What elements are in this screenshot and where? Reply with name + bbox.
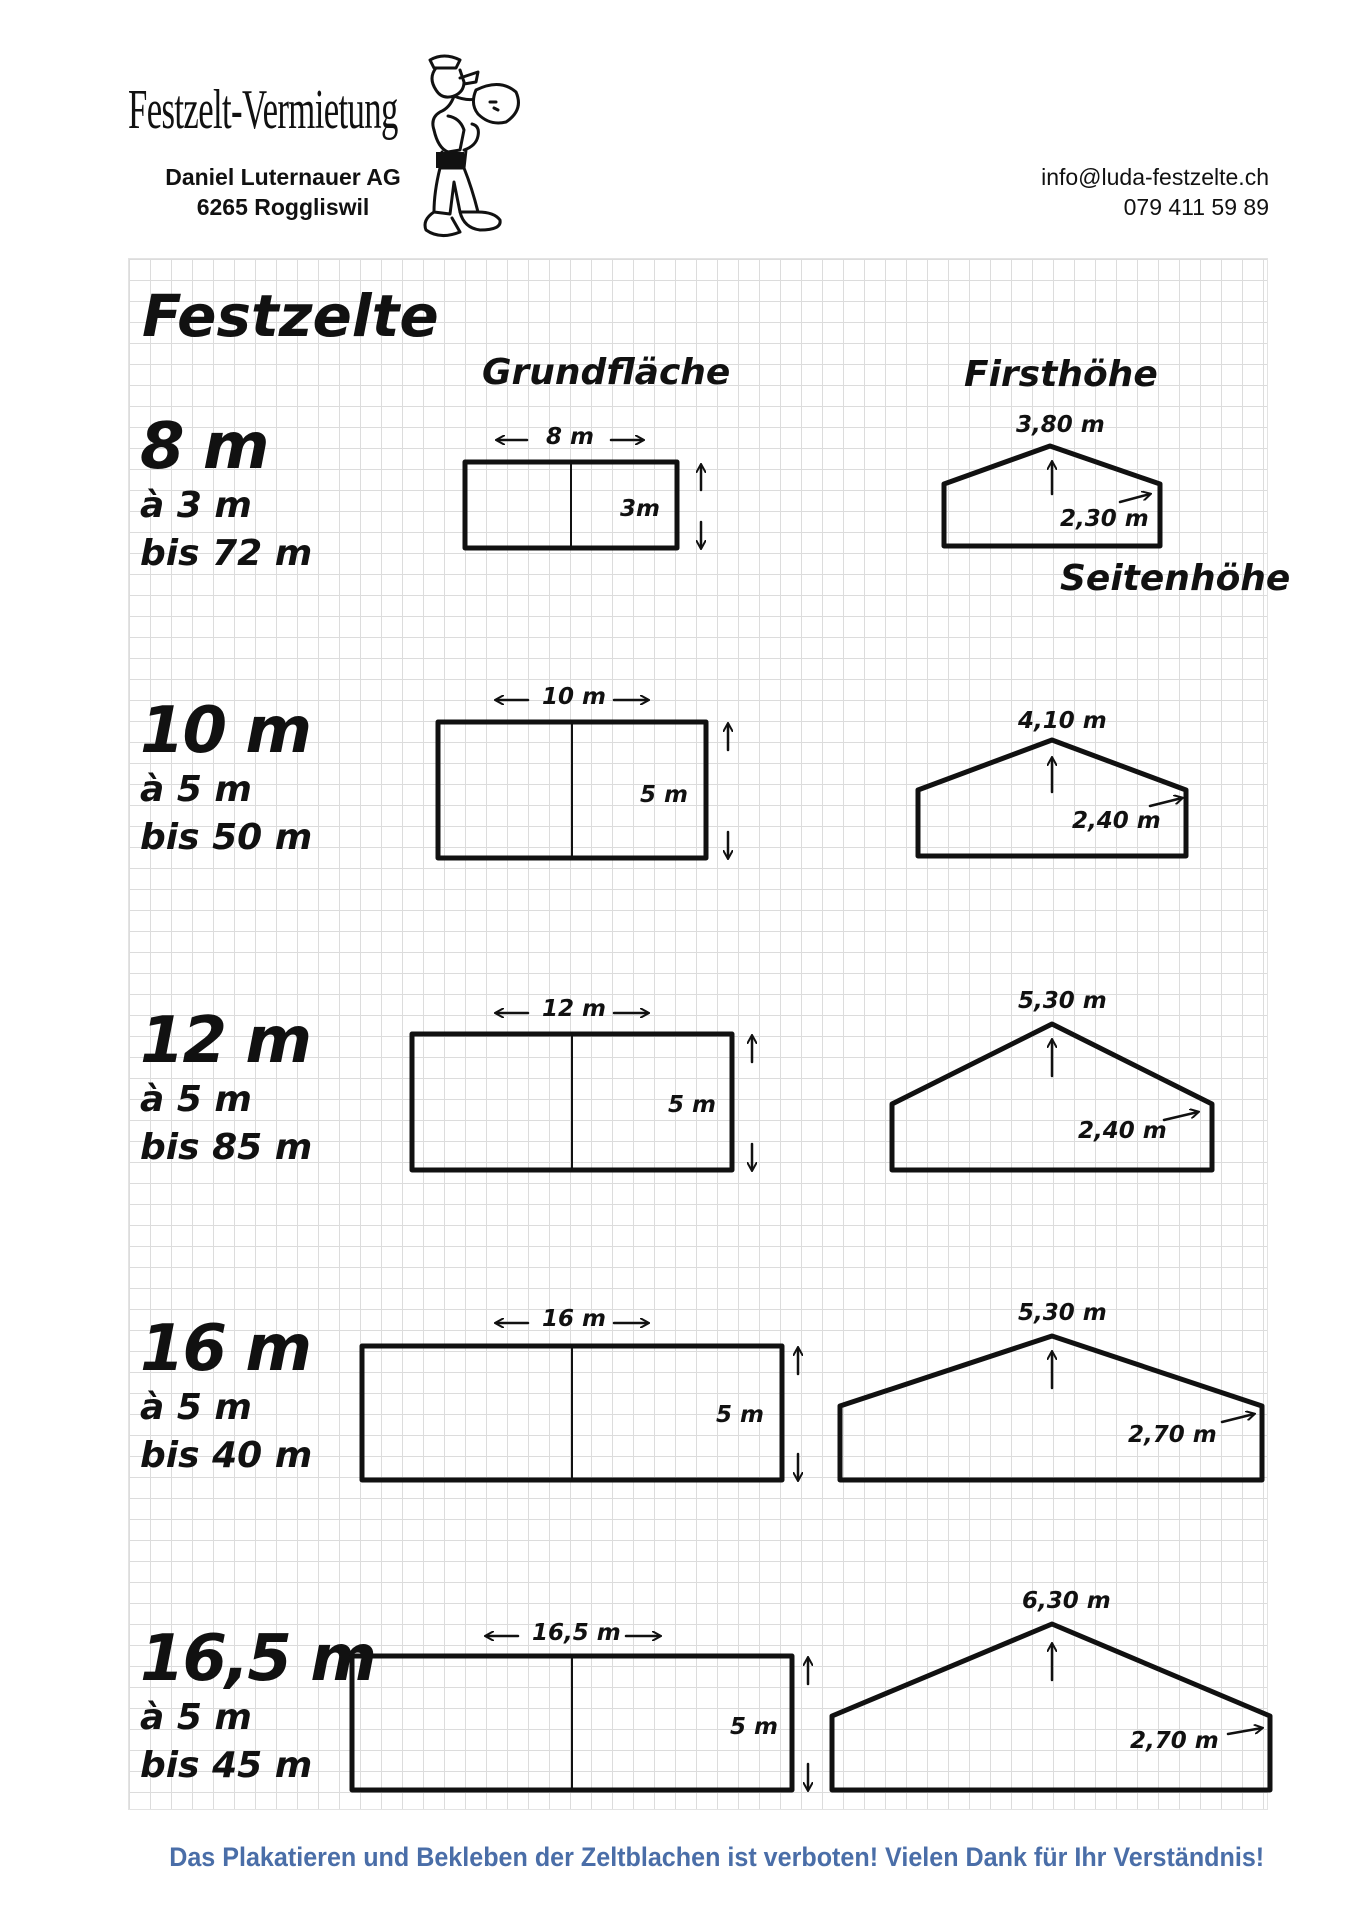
tent-width-label: 8 m [140,410,268,484]
cross-section-12m [892,1024,1212,1170]
floor-depth-label: 5 m [716,1402,764,1428]
ridge-height-label: 4,10 m [1018,708,1107,734]
tent-max-length-label: bis 50 m [140,817,313,858]
company-city: 6265 Roggliswil [196,194,370,220]
floor-depth-label: 5 m [640,782,688,808]
arrow-right-icon [1164,1112,1198,1120]
company-name: Daniel Luternauer AG [165,164,401,190]
arrow-right-icon [1228,1728,1262,1734]
ridge-height-label: 5,30 m [1018,1300,1107,1326]
footer-notice-text: Das Plakatieren und Bekleben der Zeltblachen ist verboten! Vielen Dank für Ihr Verständnis! [169,1842,1265,1872]
floor-plan-10m [438,700,728,858]
side-height-value: 2,70 m [1130,1728,1219,1754]
floor-depth-label: 5 m [668,1092,716,1118]
tent-width-label: 16,5 m [140,1622,375,1696]
floor-plan-8m [465,440,701,548]
column-header-floor: Grundfläche [482,352,731,393]
tent-max-length-label: bis 85 m [140,1127,313,1168]
tent-width-label: 10 m [140,694,311,768]
tent-width-label: 12 m [140,1004,311,1078]
cross-section-10m [918,740,1186,856]
tent-step-label: à 5 m [140,1697,252,1738]
contact-phone: 079 411 59 89 [1123,194,1269,220]
tent-width-label: 16 m [140,1312,311,1386]
ridge-height-label: 6,30 m [1022,1588,1111,1614]
tent-step-label: à 5 m [140,1079,252,1120]
tent-step-label: à 5 m [140,1387,252,1428]
tent-max-length-label: bis 45 m [140,1745,313,1786]
contact-email: info@luda-festzelte.ch [1041,164,1269,190]
floor-width-label: 16,5 m [532,1620,621,1646]
arrow-right-icon [1222,1414,1254,1422]
ridge-height-label: 5,30 m [1018,988,1107,1014]
arrow-right-icon [1150,798,1182,806]
floor-depth-label: 5 m [730,1714,778,1740]
floor-width-label: 10 m [542,684,606,710]
side-height-value: 2,70 m [1128,1422,1217,1448]
floor-width-label: 16 m [542,1306,606,1332]
arrow-right-icon [1120,494,1150,502]
side-height-value: 2,40 m [1072,808,1161,834]
column-header-ridge: Firsthöhe [964,354,1158,395]
tent-step-label: à 3 m [140,485,252,526]
floor-width-label: 12 m [542,996,606,1022]
page-title: Festzelte [142,282,439,350]
floor-plan-16-5m [352,1636,808,1790]
side-height-value: 2,30 m [1060,506,1149,532]
cross-section-16m [840,1336,1262,1480]
floor-depth-label: 3m [620,496,660,522]
tent-max-length-label: bis 40 m [140,1435,313,1476]
footer-notice [128,1842,1268,1873]
ridge-height-label: 3,80 m [1016,412,1105,438]
cross-section-16-5m [832,1624,1270,1790]
tent-max-length-label: bis 72 m [140,533,313,574]
side-height-value: 2,40 m [1078,1118,1167,1144]
brand-logo-text: Festzelt-Vermietung [128,79,398,141]
side-height-label: Seitenhöhe [1060,558,1291,599]
tent-step-label: à 5 m [140,769,252,810]
floor-width-label: 8 m [546,424,594,450]
